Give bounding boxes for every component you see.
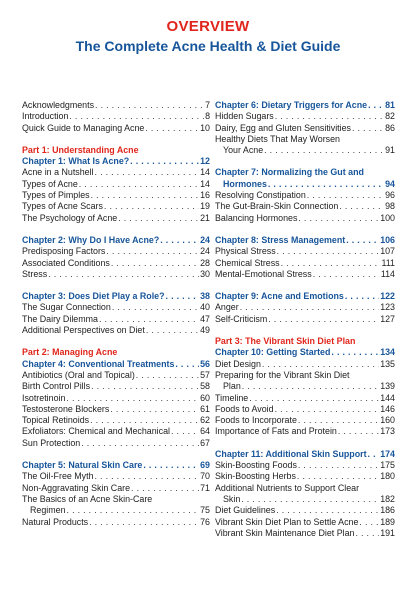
toc-entry[interactable]: Foods to Incorporate . . . 160: [215, 415, 395, 426]
toc-entry[interactable]: Regimen . . . 75: [22, 505, 210, 516]
toc-entry[interactable]: Mental-Emotional Stress . . . 114: [215, 269, 395, 280]
toc-entry[interactable]: Associated Conditions . . . 28: [22, 258, 210, 269]
chapter-heading[interactable]: Chapter 6: Dietary Triggers for Acne . . . 81: [215, 100, 395, 111]
toc-entry[interactable]: Plan . . . 139: [215, 381, 395, 392]
chapter-heading[interactable]: Chapter 2: Why Do I Have Acne? . . . 24: [22, 235, 210, 246]
toc-entry[interactable]: The Gut-Brain-Skin Connection . . . 98: [215, 201, 395, 212]
toc-right-column: [215, 100, 395, 539]
toc-entry[interactable]: Additional Nutrients to Support Clear: [215, 482, 360, 493]
toc-entry[interactable]: Skin . . . 182: [215, 494, 395, 505]
toc-entry[interactable]: Healthy Diets That May Worsen: [215, 133, 340, 144]
toc-entry[interactable]: Acknowledgments . . . 7: [22, 100, 210, 111]
toc-entry[interactable]: Antibiotics (Oral and Topical) . . . 57: [22, 370, 210, 381]
chapter-heading[interactable]: Chapter 10: Getting Started . . . 134: [215, 347, 395, 358]
toc-entry[interactable]: The Oil-Free Myth . . . 70: [22, 471, 210, 482]
toc-entry[interactable]: Importance of Fats and Protein . . . 173: [215, 426, 395, 437]
toc-entry[interactable]: Skin-Boosting Foods . . . 175: [215, 460, 395, 471]
page-header: [0, 18, 416, 55]
toc-entry[interactable]: Topical Retinoids . . . 62: [22, 415, 210, 426]
toc-entry[interactable]: Physical Stress . . . 107: [215, 246, 395, 257]
toc-entry[interactable]: The Dairy Dilemma . . . 47: [22, 314, 210, 325]
part-heading: Part 1: Understanding Acne: [22, 144, 139, 155]
toc-entry[interactable]: Additional Perspectives on Diet . . . 49: [22, 325, 210, 336]
toc-entry[interactable]: Vibrant Skin Diet Plan to Settle Acne . . . 189: [215, 517, 395, 528]
toc-entry[interactable]: Introduction . . . 8: [22, 111, 210, 122]
overview-title: OVERVIEW: [166, 18, 250, 35]
toc-entry[interactable]: Hidden Sugars . . . 82: [215, 111, 395, 122]
toc-entry[interactable]: Sun Protection . . . 67: [22, 438, 210, 449]
toc-entry[interactable]: Non-Aggravating Skin Care . . . 71: [22, 483, 210, 494]
toc-entry[interactable]: Acne in a Nutshell . . . 14: [22, 167, 210, 178]
toc-entry[interactable]: Self-Criticism . . . 127: [215, 314, 395, 325]
toc-left-column: [22, 100, 210, 528]
toc-entry[interactable]: Natural Products . . . 76: [22, 517, 210, 528]
chapter-heading[interactable]: Chapter 3: Does Diet Play a Role? . . . 38: [22, 291, 210, 302]
chapter-heading-continued[interactable]: Hormones . . . 94: [215, 179, 395, 190]
toc-entry[interactable]: Dairy, Egg and Gluten Sensitivities . . . 86: [215, 123, 395, 134]
toc-entry[interactable]: Types of Pimples . . . 16: [22, 190, 210, 201]
toc-entry[interactable]: Balancing Hormones . . . 100: [215, 213, 395, 224]
part-heading: Part 3: The Vibrant Skin Diet Plan: [215, 336, 356, 347]
toc-entry[interactable]: Diet Design . . . 135: [215, 359, 395, 370]
toc-entry[interactable]: Timeline . . . 144: [215, 393, 395, 404]
chapter-heading[interactable]: Chapter 11: Additional Skin Support . . . 174: [215, 449, 395, 460]
toc-entry[interactable]: Types of Acne Scars . . . 19: [22, 201, 210, 212]
toc-entry[interactable]: Quick Guide to Managing Acne . . . 10: [22, 123, 210, 134]
toc-entry[interactable]: Your Acne . . . 91: [215, 145, 395, 156]
chapter-heading[interactable]: Chapter 9: Acne and Emotions . . . 122: [215, 291, 395, 302]
toc-entry[interactable]: The Psychology of Acne . . . 21: [22, 213, 210, 224]
toc-entry[interactable]: Exfoliators: Chemical and Mechanical . . . 64: [22, 426, 210, 437]
chapter-heading[interactable]: Chapter 8: Stress Management . . . 106: [215, 235, 395, 246]
chapter-heading[interactable]: Chapter 5: Natural Skin Care . . . 69: [22, 460, 210, 471]
toc-entry[interactable]: Anger . . . 123: [215, 302, 395, 313]
chapter-heading[interactable]: Chapter 1: What Is Acne? . . . 12: [22, 156, 210, 167]
chapter-heading[interactable]: Chapter 4: Conventional Treatments . . . 56: [22, 359, 210, 370]
toc-entry[interactable]: Chemical Stress . . . 111: [215, 258, 395, 269]
toc-entry[interactable]: Stress . . . 30: [22, 269, 210, 280]
toc-entry[interactable]: Testosterone Blockers . . . 61: [22, 404, 210, 415]
toc-entry[interactable]: Skin-Boosting Herbs . . . 180: [215, 471, 395, 482]
toc-entry[interactable]: Preparing for the Vibrant Skin Diet: [215, 369, 350, 380]
toc-entry[interactable]: Isotretinoin . . . 60: [22, 393, 210, 404]
toc-entry[interactable]: Diet Guidelines . . . 186: [215, 505, 395, 516]
part-heading: Part 2: Managing Acne: [22, 347, 118, 358]
toc-entry[interactable]: Birth Control Pills . . . 58: [22, 381, 210, 392]
toc-entry[interactable]: Types of Acne . . . 14: [22, 179, 210, 190]
toc-entry[interactable]: Vibrant Skin Maintenance Diet Plan . . . 191: [215, 528, 395, 539]
toc-entry[interactable]: Resolving Constipation . . . 96: [215, 190, 395, 201]
toc-entry[interactable]: The Basics of an Acne Skin-Care: [22, 493, 153, 504]
toc-entry[interactable]: Foods to Avoid . . . 146: [215, 404, 395, 415]
chapter-heading[interactable]: Chapter 7: Normalizing the Gut and: [215, 167, 364, 178]
toc-entry[interactable]: Predisposing Factors . . . 24: [22, 246, 210, 257]
toc-entry[interactable]: The Sugar Connection . . . 40: [22, 302, 210, 313]
book-title: The Complete Acne Health & Diet Guide: [75, 38, 341, 54]
